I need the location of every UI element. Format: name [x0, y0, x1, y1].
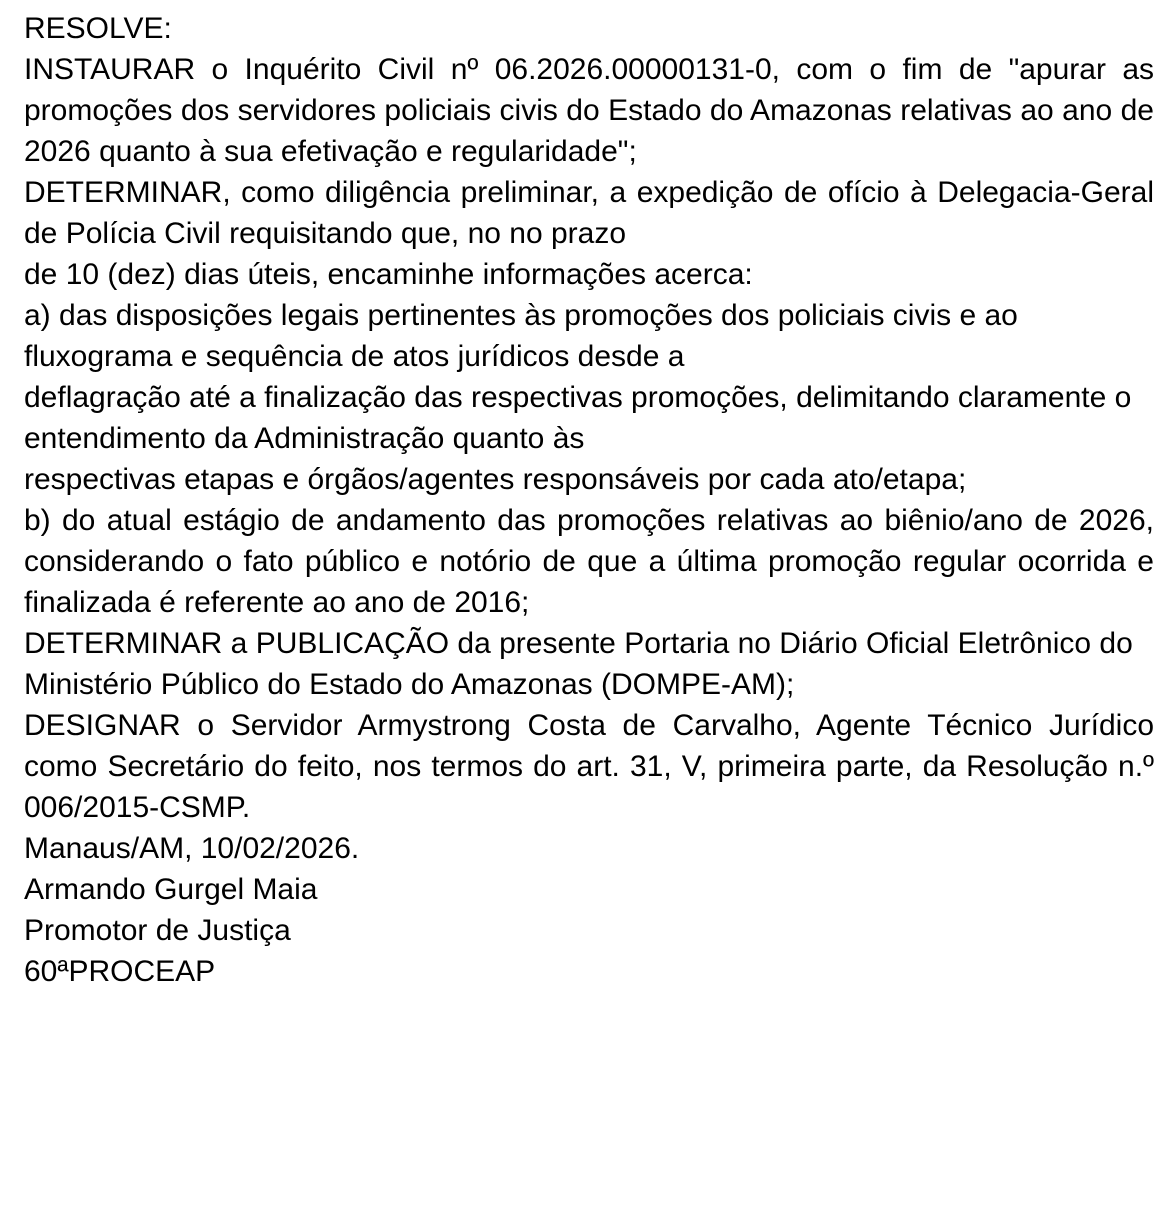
paragraph-item-a: a) das disposições legais pertinentes às promoções dos policiais civis e ao fluxograma e sequência de atos jurídicos desde a: [24, 299, 1018, 373]
paragraph-signatory-unit: 60ªPROCEAP: [24, 955, 216, 988]
paragraph-signatory-name: Armando Gurgel Maia: [24, 873, 318, 906]
paragraph-prazo: de 10 (dez) dias úteis, encaminhe informações acerca:: [24, 258, 753, 291]
paragraph-signatory-role: Promotor de Justiça: [24, 914, 291, 947]
paragraph-deflagracao: deflagração até a finalização das respectivas promoções, delimitando claramente o entendimento da Administração quanto às: [24, 381, 1132, 455]
resolve-heading: RESOLVE:: [24, 12, 172, 45]
paragraph-local-data: Manaus/AM, 10/02/2026.: [24, 832, 360, 865]
document-body: [24, 8, 1154, 992]
paragraph-instaurar: INSTAURAR o Inquérito Civil nº 06.2026.00000131-0, com o fim de "apurar as promoções dos servidores policiais civis do Estado do Amazonas relativas ao ano de 2026 quanto à sua efetivação e regularidade";: [24, 53, 1154, 168]
paragraph-publicacao: DETERMINAR a PUBLICAÇÃO da presente Portaria no Diário Oficial Eletrônico do Ministério Público do Estado do Amazonas (DOMPE-AM);: [24, 627, 1133, 701]
paragraph-determinar-diligencia: DETERMINAR, como diligência preliminar, a expedição de ofício à Delegacia-Geral de Polícia Civil requisitando que, no no prazo: [24, 176, 1154, 250]
paragraph-etapas: respectivas etapas e órgãos/agentes responsáveis por cada ato/etapa;: [24, 463, 967, 496]
paragraph-item-b: b) do atual estágio de andamento das promoções relativas ao biênio/ano de 2026, considerando o fato público e notório de que a última promoção regular ocorrida e finalizada é referente ao ano de 2016;: [24, 504, 1154, 619]
paragraph-designar: DESIGNAR o Servidor Armystrong Costa de Carvalho, Agente Técnico Jurídico como Secretário do feito, nos termos do art. 31, V, primeira parte, da Resolução n.º 006/2015-CSMP.: [24, 709, 1154, 824]
